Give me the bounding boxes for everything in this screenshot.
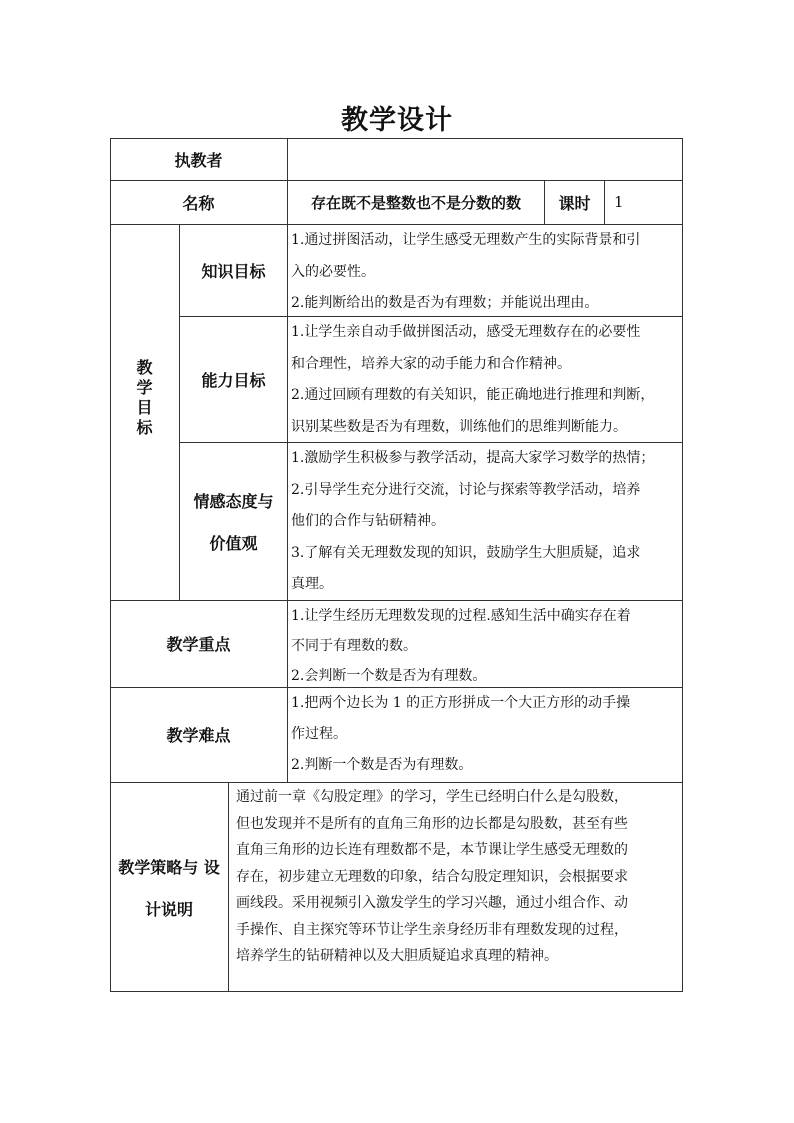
strategy-text: 通过前一章《勾股定理》的学习，学生已经明白什么是勾股数， 但也发现并不是所有的直角三角形的边长都是勾股数，甚至有些 直角三角形的边长连有理数都不是，本节课让学生感受无理数的 存在，初步建立无理数的印象，结合勾股定理知识，会根据要求 画线段。采用视频引入激发学生的学习兴趣，通过小组合作、动 手操作、自主探究等环节让学生亲身经历非有理数发现的过程， 培养学生的钻研精神以及大胆质疑追求真理的精神。: [236, 789, 628, 964]
strategy-label: [110, 782, 228, 991]
emotion-label-line-1: 情感态度与: [193, 492, 274, 511]
strategy-label-line-1: 教学策略与 设: [118, 857, 220, 877]
strategy-label-line-2: 计说明: [144, 899, 193, 919]
difficulties-text: 1.把两个边长为 1 的正方形拼成一个大正方形的动手操 作过程。 2.判断一个数是否为有理数。: [291, 695, 631, 773]
objectives-char-1: 教: [136, 358, 153, 377]
emotion-objective-text: 1.激励学生积极参与教学活动，提高大家学习数学的热情； 2.引导学生充分进行交流，讨论与探索等教学活动，培养 他们的合作与钻研精神。 3.了解有关无理数发现的知识，鼓励学生大胆质疑，追求 真理。: [291, 450, 655, 592]
knowledge-objective-text: 1.通过拼图活动，让学生感受无理数产生的实际背景和引 入的必要性。 2.能判断给出的数是否为有理数；并能说出理由。: [291, 232, 641, 311]
difficulties-label: 教学难点: [166, 726, 231, 745]
teacher-value: [288, 138, 682, 180]
document-title: 教学设计: [341, 105, 453, 136]
ability-objective-text: 1.让学生亲自动手做拼图活动，感受无理数存在的必要性 和合理性，培养大家的动手能力和合作精神。 2.通过回顾有理数的有关知识，能正确地进行推理和判断， 识别某些数是否为有理数，训练他们的思维判断能力。: [291, 324, 655, 435]
teacher-label: 执教者: [174, 150, 223, 170]
objectives-char-3: 目: [136, 398, 153, 417]
knowledge-objective-label: 知识目标: [201, 261, 266, 281]
key-points-text: 1.让学生经历无理数发现的过程.感知生活中确实存在着 不同于有理数的数。 2.会判断一个数是否为有理数。: [291, 608, 631, 684]
emotion-label-line-2: 价值观: [209, 534, 258, 553]
key-points-label: 教学重点: [166, 635, 231, 654]
objectives-char-2: 学: [136, 378, 153, 397]
hours-label: 课时: [558, 193, 591, 213]
emotion-objective-label: [180, 442, 287, 600]
name-value: 存在既不是整数也不是分数的数: [310, 193, 521, 212]
ability-objective-label: 能力目标: [201, 370, 266, 390]
objectives-char-4: 标: [136, 418, 153, 437]
name-label: 名称: [182, 193, 215, 213]
hours-value: 1: [614, 193, 624, 211]
objectives-label: [110, 224, 179, 600]
